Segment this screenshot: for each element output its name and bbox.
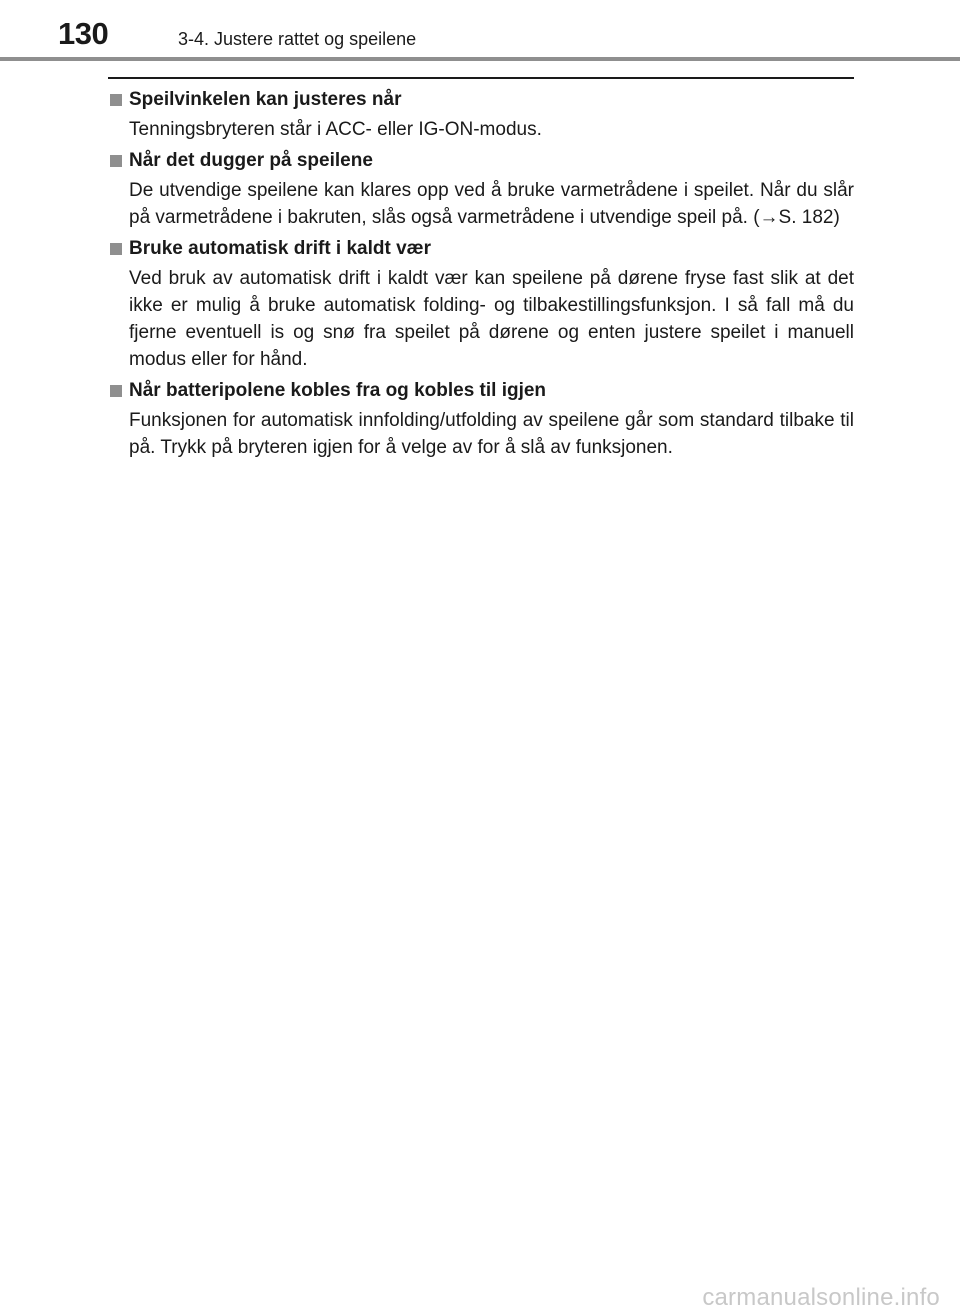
section-heading xyxy=(110,235,854,263)
content-area xyxy=(110,86,854,465)
section-body: Ved bruk av automatisk drift i kaldt vær kan speilene på dørene fryse fast slik at det ikke er mulig å bruke automatisk folding- og tilbakestillingsfunksjon. I så fall må du fjerne eventuell is og snø fra speilet på dørene og enten justere speilet i manuell modus eller for hånd. xyxy=(129,268,854,370)
section-heading xyxy=(110,86,854,114)
content-top-rule xyxy=(108,77,854,79)
square-bullet-icon xyxy=(110,94,122,106)
square-bullet-icon xyxy=(110,155,122,167)
section-battery-reconnect xyxy=(110,377,854,461)
section-heading-text: Når det dugger på speilene xyxy=(129,150,373,171)
section-heading-text: Bruke automatisk drift i kaldt vær xyxy=(129,238,431,259)
section-heading xyxy=(110,147,854,175)
section-mirror-fog xyxy=(110,147,854,231)
watermark-text: carmanualsonline.info xyxy=(702,1284,940,1311)
header-divider xyxy=(0,57,960,61)
section-body: De utvendige speilene kan klares opp ved å bruke varmetrådene i speilet. Når du slår på varmetrådene i bakruten, slås også varmetrådene i utvendige speil på. (→S. 182) xyxy=(129,180,854,228)
section-title: 3-4. Justere rattet og speilene xyxy=(178,29,417,49)
section-cold-weather xyxy=(110,235,854,373)
section-heading xyxy=(110,377,854,405)
section-heading-text: Når batteripolene kobles fra og kobles til igjen xyxy=(129,380,547,401)
section-mirror-angle xyxy=(110,86,854,143)
section-heading-text: Speilvinkelen kan justeres når xyxy=(129,89,402,110)
square-bullet-icon xyxy=(110,385,122,397)
page-number: 130 xyxy=(58,16,109,51)
section-body: Funksjonen for automatisk innfolding/utfolding av speilene går som standard tilbake til på. Trykk på bryteren igjen for å velge av for å slå av funksjonen. xyxy=(129,410,854,458)
section-body: Tenningsbryteren står i ACC- eller IG-ON-modus. xyxy=(129,119,542,140)
square-bullet-icon xyxy=(110,243,122,255)
